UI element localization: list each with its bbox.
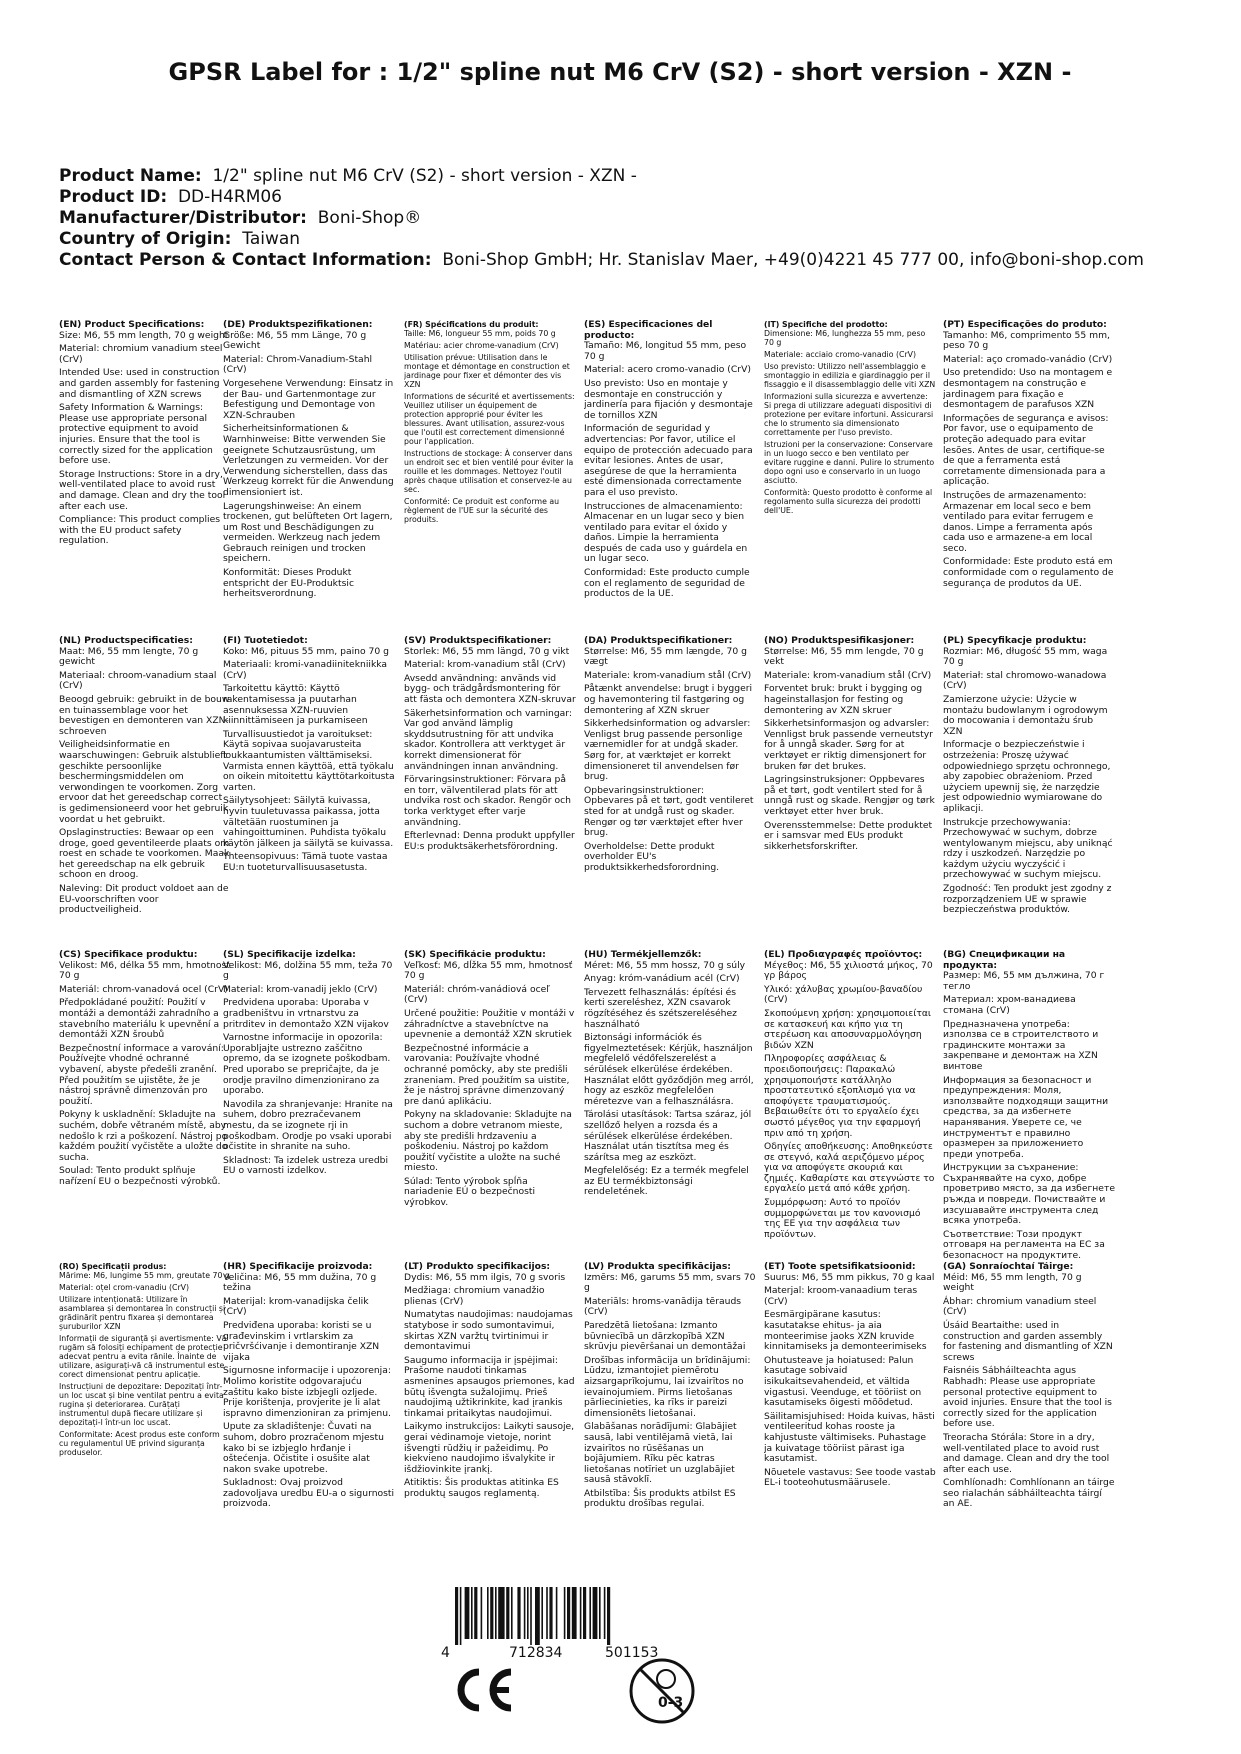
spec-paragraph: Größe: M6, 55 mm Länge, 70 g Gewicht — [223, 329, 367, 352]
spec-paragraph: Πληροφορίες ασφάλειας & προειδοποιήσεις: Παρακαλώ χρησιμοποιήστε κατάλληλο προστατευτικό εξοπλισμό για να αποφύγετε τραυματισμούς. Βεβαιωθείτε ότι το εργαλείο έχει σωστό μέγεθος για την εφαρμογή πριν από τη χρήση. — [764, 1053, 921, 1139]
spec-heading: (LT) Produkto specifikacijos: — [404, 1262, 551, 1272]
barcode-bar — [487, 1587, 489, 1639]
spec-heading: (LV) Produkta specifikācijas: — [584, 1262, 731, 1272]
spec-paragraph: Sikkerhetsinformasjon og advarsler: Vennligst bruk passende verneutstyr for å unngå skader. Sørg for at verktøyet er riktig dimensjonert for bruken før det brukes. — [764, 718, 933, 772]
spec-paragraph: Glabāšanas norādījumi: Glabājiet sausā, labi ventilējamā vietā, lai izvairītos no rūsēšanas un bojājumiem. Rīku pēc katras lietošanas notīriet un uzglabājiet sausā stāvoklī. — [584, 1421, 737, 1486]
spec-paragraph: Tamaño: M6, longitud 55 mm, peso 70 g — [584, 340, 747, 362]
spec-paragraph: Material: chromium vanadium steel (CrV) — [59, 343, 223, 365]
spec-paragraph: Compliance: This product complies with the EU product safety regulation. — [59, 514, 221, 547]
spec-paragraph: Bezpečnostní informace a varování: Používejte vhodné ochranné vybavení, abyste předešli zranění. Před použitím se ujistěte, že je nástroj správně dimenzován pro použití. — [59, 1042, 224, 1107]
spec-paragraph: Dydis: M6, 55 mm ilgis, 70 g svoris — [404, 1271, 566, 1283]
barcode-bar — [471, 1587, 473, 1639]
spec-paragraph: Atitiktis: Šis produktas atitinka ES produktų saugos reglamentą. — [404, 1477, 559, 1499]
spec-paragraph: Materiaal: chroom-vanadium staal (CrV) — [59, 669, 217, 692]
spec-paragraph: Материал: хром-ванадиева стомана (CrV) — [943, 994, 1076, 1016]
info-product-id: Product ID: DD-H4RM06 — [59, 187, 282, 207]
spec-paragraph: Avsedd användning: används vid bygg- och trädgårdsmontering för att fästa och demontera XZN-skruvar — [404, 672, 576, 705]
spec-paragraph: Velikost: M6, dolžina 55 mm, teža 70 g — [223, 959, 393, 982]
spec-paragraph: Mărime: M6, lungime 55 mm, greutate 70 g — [59, 1271, 230, 1280]
barcode-bar — [524, 1587, 526, 1639]
spec-heading: (NO) Produktspesifikasjoner: — [764, 636, 915, 646]
spec-heading: (EN) Product Specifications: — [59, 320, 205, 330]
barcode-bar — [556, 1587, 558, 1639]
spec-paragraph: Materijal: krom-vanadijska čelik (CrV) — [223, 1295, 369, 1318]
spec-heading: (PL) Specyfikacje produktu: — [943, 636, 1087, 646]
barcode — [441, 1587, 681, 1661]
spec-paragraph: Størrelse: M6, 55 mm lengde, 70 g vekt — [764, 645, 924, 668]
spec-section — [404, 950, 576, 1262]
spec-heading: (IT) Specifiche del prodotto: — [764, 320, 888, 329]
barcode-bar — [455, 1587, 458, 1645]
spec-paragraph: Material: oțel crom-vanadiu (CrV) — [59, 1283, 190, 1292]
barcode-bar — [498, 1587, 504, 1639]
spec-paragraph: Faisnéis Sábháilteachta agus Rabhadh: Please use appropriate personal protective equipment to avoid injuries. Ensure that the tool is correctly sized for the application before use. — [943, 1365, 1112, 1430]
spec-section — [404, 636, 576, 948]
spec-paragraph: Istruzioni per la conservazione: Conservare in un luogo secco e ben ventilato per evitare ruggine e danni. Pulire lo strumento dopo ogni uso e conservarlo in un luogo asciutto. — [764, 440, 935, 485]
barcode-bar — [460, 1587, 462, 1645]
spec-paragraph: Material: Chrom-Vanadium-Stahl (CrV) — [223, 353, 373, 376]
spec-heading: (BG) Спецификации на продукта: — [943, 950, 1066, 971]
spec-heading: (DA) Produktspecifikationer: — [584, 636, 733, 646]
spec-paragraph: Saugumo informacija ir įspėjimai: Prašome naudoti tinkamas asmenines apsaugos priemones, kad būtų išvengta sužalojimų. Prieš naudojimą užtikrinkite, kad įrankis tinkamai pritaikytas naudojimui. — [404, 1354, 575, 1419]
spec-section — [223, 320, 395, 632]
spec-paragraph: Yhteensopivuus: Tämä tuote vastaa EU:n tuoteturvallisuusasetusta. — [223, 851, 388, 873]
spec-paragraph: Efterlevnad: Denna produkt uppfyller EU:s produktsäkerhetsförordning. — [404, 830, 575, 852]
spec-paragraph: Izmērs: M6, garums 55 mm, svars 70 g — [584, 1271, 756, 1294]
spec-paragraph: Opbevaringsinstruktioner: Opbevares på et tørt, godt ventileret sted for at undgå rust og skader. Rengør og tør værktøjet efter hver brug. — [584, 784, 754, 839]
barcode-bar — [580, 1587, 582, 1639]
spec-section — [223, 1262, 395, 1562]
spec-paragraph: Съответствие: Този продукт отговаря на регламента на ЕС за безопасност на продуктите. — [943, 1228, 1105, 1262]
spec-heading: (HU) Termékjellemzők: — [584, 950, 702, 960]
spec-paragraph: Instrukcje przechowywania: Przechowywać w suchym, dobrze wentylowanym miejscu, aby uniknąć rdzy i uszkodzeń. Narzędzie po każdym użyciu wyczyścić i przechowywać w suchym miejscu. — [943, 816, 1113, 881]
barcode-digits-right: 501153 — [605, 1645, 659, 1661]
spec-paragraph: Ábhar: chromium vanadium steel (CrV) — [943, 1295, 1097, 1318]
page-title: GPSR Label for : 1/2" spline nut M6 CrV (S2) - short version - XZN - — [168, 58, 1072, 86]
spec-paragraph: Säkerhetsinformation och varningar: Var god använd lämplig skyddsutrustning för att undvika skador. Kontrollera att verktyget är korrekt dimensionerat för användningen innan användning. — [404, 707, 573, 772]
spec-section — [943, 950, 1115, 1262]
spec-paragraph: Tárolási utasítások: Tartsa száraz, jól szellőző helyen a rozsda és a sérülések elkerülése érdekében. Használat után tisztítsa meg és szárítsa meg az eszközt. — [584, 1109, 752, 1163]
spec-paragraph: Koko: M6, pituus 55 mm, paino 70 g — [223, 645, 389, 657]
spec-paragraph: Ohutusteave ja hoiatused: Palun kasutage sobivaid isikukaitsevahendeid, et vältida vigastusi. Veenduge, et tööriist on kasutamiseks õigesti mõõdetud. — [764, 1354, 922, 1409]
spec-paragraph: Materiale: krom-vanadium stål (CrV) — [584, 669, 752, 681]
barcode-bar — [572, 1587, 577, 1639]
spec-paragraph: Uso pretendido: Uso na montagem e desmontagem na construção e jardinagem para fixação e desmontagem de parafusos XZN — [943, 367, 1113, 411]
barcode-bar — [593, 1587, 598, 1639]
spec-section — [59, 950, 231, 1262]
spec-section — [59, 636, 231, 948]
spec-paragraph: Navodila za shranjevanje: Hranite na suhem, dobro prezračevanem mestu, da se izognete rji in poškodbam. Orodje po vsaki uporabi očistite in shranite na suho. — [223, 1098, 393, 1153]
spec-paragraph: Sukladnost: Ovaj proizvod zadovoljava uredbu EU-a o sigurnosti proizvoda. — [223, 1477, 395, 1510]
info-contact: Contact Person & Contact Information: Boni-Shop GmbH; Hr. Stanislav Maer, +49(0)4221 45 777 00, info@boni-shop.com — [59, 250, 1144, 270]
spec-paragraph: Tarkoitettu käyttö: Käyttö rakentamisessa ja puutarhan asennuksessa XZN-ruuvien kiinnittämiseen ja purkamiseen — [223, 683, 368, 727]
spec-heading: (ET) Toote spetsifikatsioonid: — [764, 1262, 916, 1272]
barcode-bar — [511, 1587, 513, 1639]
spec-paragraph: Информация за безопасност и предупреждения: Моля, използвайте подходящи защитни средства, за да избегнете наранявания. Уверете се, че инструментът е правилно оразмерен за приложението преди употреба. — [943, 1074, 1109, 1160]
spec-section — [764, 1262, 936, 1562]
spec-paragraph: Instrucțiuni de depozitare: Depozitați într-un loc uscat și bine ventilat pentru a evita rugina și deteriorarea. Curățați instrumentul după fiecare utilizare și depozitați-l într-un loc uscat. — [59, 1382, 224, 1427]
spec-paragraph: Dimensione: M6, lunghezza 55 mm, peso 70 g — [764, 329, 926, 347]
spec-paragraph: Naleving: Dit product voldoet aan de EU-voorschriften voor productveiligheid. — [59, 883, 229, 916]
barcode-bar — [546, 1587, 548, 1639]
spec-section — [223, 950, 395, 1262]
spec-heading: (FI) Tuotetiedot: — [223, 636, 308, 646]
spec-paragraph: Συμμόρφωση: Αυτό το προϊόν συμμορφώνεται με τον κανονισμό της ΕΕ για την ασφάλεια των προϊόντων. — [764, 1197, 921, 1240]
spec-paragraph: Méid: M6, 55 mm length, 70 g weight — [943, 1271, 1082, 1294]
spec-paragraph: Informazioni sulla sicurezza e avvertenze: Si prega di utilizzare adeguati dispositivi di protezione per evitare infortuni. Assicurarsi che lo strumento sia dimensionato correttamente per l'uso previsto. — [764, 392, 934, 437]
spec-paragraph: Veľkosť: M6, dĺžka 55 mm, hmotnosť 70 g — [404, 959, 573, 982]
spec-paragraph: Σκοπούμενη χρήση: χρησιμοποιείται σε κατασκευή και κήπο για τη στερέωση και αποσυναρμολόγηση βιδών XZN — [764, 1007, 932, 1051]
spec-section — [404, 320, 576, 632]
spec-paragraph: Säilitamisjuhised: Hoida kuivas, hästi ventileeritud kohas rooste ja kahjustuste vältimiseks. Puhastage ja kuivatage tööriist pärast iga kasutamist. — [764, 1410, 935, 1465]
spec-heading: (PT) Especificações do produto: — [943, 320, 1107, 330]
barcode-bar — [549, 1587, 552, 1639]
spec-paragraph: Material: acero cromo-vanadio (CrV) — [584, 364, 751, 376]
spec-section — [584, 950, 756, 1262]
spec-section — [764, 950, 936, 1262]
spec-paragraph: Soulad: Tento produkt splňuje nařízení EU o bezpečnosti výrobků. — [59, 1165, 221, 1187]
spec-paragraph: Sigurnosne informacije i upozorenja: Molimo koristite odgovarajuću zaštitu kako biste izbjegli ozljede. Prije korištenja, provjerite je li alat ispravno dimenzioniran za primjenu. — [223, 1365, 391, 1419]
spec-paragraph: Utilizare intenționată: Utilizare în asamblarea și demontarea în construcții și grădinărit pentru fixarea și demontarea șuruburilor XZN — [59, 1295, 226, 1331]
spec-heading: (RO) Specificații produs: — [59, 1262, 167, 1271]
spec-paragraph: Overholdelse: Dette produkt overholder EU's produktsikkerhedsforordning. — [584, 840, 720, 873]
spec-paragraph: Conformità: Questo prodotto è conforme al regolamento sulla sicurezza dei prodotti dell'UE. — [764, 488, 933, 515]
spec-paragraph: Matériau: acier chrome-vanadium (CrV) — [404, 341, 559, 350]
spec-paragraph: Předpokládané použití: Použití v montáži a demontáži zahradního a stavebního materiálu k upevnění a demontáži XZN šroubů — [59, 997, 220, 1041]
spec-paragraph: Storlek: M6, 55 mm längd, 70 g vikt — [404, 645, 570, 657]
spec-paragraph: Varnostne informacije in opozorila: Uporabljajte ustrezno zaščitno opremo, da se izognete poškodbam. Pred uporabo se prepričajte, da je orodje pravilno dimenzionirano za uporabo. — [223, 1032, 391, 1097]
spec-paragraph: Treoracha Stórála: Store in a dry, well-ventilated place to avoid rust and damage. Clean and dry the tool after each use. — [943, 1431, 1110, 1475]
spec-section — [943, 636, 1115, 948]
spec-paragraph: Skladnost: Ta izdelek ustreza uredbi EU o varnosti izdelkov. — [223, 1154, 389, 1177]
spec-paragraph: Súlad: Tento výrobok spĺňa nariadenie EÚ o bezpečnosti výrobkov. — [404, 1175, 536, 1209]
info-country: Country of Origin: Taiwan — [59, 229, 301, 249]
spec-paragraph: Opslaginstructies: Bewaar op een droge, goed geventileerde plaats om roest en schade te voorkomen. Maak het gereedschap na elk gebruik schoon en droog. — [59, 827, 230, 881]
spec-heading: (FR) Spécifications du produit: — [404, 320, 539, 329]
spec-paragraph: Numatytas naudojimas: naudojamas statybose ir sodo sumontavimui, skirtas XZN varžtų tvirtinimui ir demontavimui — [404, 1309, 573, 1353]
spec-paragraph: Informações de segurança e avisos: Por favor, use o equipamento de proteção adequado para evitar lesões. Antes de usar, certifique-se de que a ferramenta está corretamente dimensionada para a aplicação. — [943, 412, 1109, 488]
spec-paragraph: Megfelelőség: Ez a termék megfelel az EU termékbiztonsági rendeletének. — [584, 1165, 749, 1198]
spec-paragraph: Méret: M6, 55 mm hossz, 70 g súly — [584, 959, 746, 971]
barcode-bar — [474, 1587, 477, 1639]
spec-paragraph: Medžiaga: chromium vanadžio plienas (CrV) — [404, 1285, 545, 1307]
spec-section — [764, 636, 936, 948]
spec-paragraph: Pokyny k uskladnění: Skladujte na suchém, dobře větraném místě, aby nedošlo k rzi a poškození. Nástroj po každém použití vyčistěte a uložte do sucha. — [59, 1109, 228, 1163]
barcode-bar — [495, 1587, 497, 1639]
spec-section — [584, 636, 756, 948]
spec-paragraph: Beoogd gebruik: gebruikt in de bouw en tuinassemblage voor het bevestigen en demonteren van XZN-schroeven — [59, 693, 230, 737]
spec-paragraph: Material: aço cromado-vanádio (CrV) — [943, 353, 1113, 365]
spec-heading: (SV) Produktspecifikationer: — [404, 636, 552, 646]
spec-paragraph: Laikymo instrukcijos: Laikyti sausoje, gerai vėdinamoje vietoje, norint išvengti rūdžių ir pažeidimų. Po kiekvieno naudojimo išvalykite ir išdžiovinkite įrankį. — [404, 1421, 575, 1475]
spec-paragraph: Určené použitie: Použitie v montáži v záhradníctve a stavebníctve na upevnenie a demontáž XZN skrutiek — [404, 1007, 575, 1041]
spec-heading: (DE) Produktspezifikationen: — [223, 320, 373, 330]
spec-paragraph: Tamanho: M6, comprimento 55 mm, peso 70 g — [943, 329, 1110, 352]
spec-section — [764, 320, 936, 632]
spec-heading: (EL) Προδιαγραφές προϊόντος: — [764, 950, 923, 960]
spec-section — [584, 320, 756, 632]
spec-paragraph: Taille: M6, longueur 55 mm, poids 70 g — [404, 329, 556, 338]
spec-heading: (SL) Specifikacije izdelka: — [223, 950, 356, 960]
spec-paragraph: Maat: M6, 55 mm lengte, 70 g gewicht — [59, 645, 199, 668]
spec-paragraph: Οδηγίες αποθήκευσης: Αποθηκεύστε σε στεγνό, καλά αεριζόμενο μέρος για να αποφύγετε σκουριά και ζημιές. Καθαρίστε και στεγνώστε το εργαλείο μετά από κάθε χρήση. — [764, 1141, 935, 1195]
spec-paragraph: Uso previsto: Uso en montaje y desmontaje en construcción y jardinería para fijación y desmontaje de tornillos XZN — [584, 377, 753, 421]
spec-heading: (GA) Sonraíochtaí Táirge: — [943, 1262, 1074, 1272]
spec-paragraph: Turvallisuustiedot ja varoitukset: Käytä sopivaa suojavarusteita loukkaantumisten välttämiseksi. Varmista ennen käyttöä, että työkalu on oikein mitoitettu käyttötarkoitusta varten. — [223, 728, 395, 793]
barcode-bar — [599, 1587, 601, 1639]
spec-paragraph: Zamierzone użycie: Użycie w montażu budowlanym i ogrodowym do mocowania i demontażu śrub XZN — [943, 693, 1108, 737]
spec-paragraph: Materiál: chrom-vanadová ocel (CrV) — [59, 983, 228, 995]
spec-paragraph: Uso previsto: Utilizzo nell'assemblaggio e smontaggio in edilizia e giardinaggio per il fissaggio e il disassemblaggio delle viti XZN — [764, 362, 936, 389]
spec-paragraph: Informații de siguranță și avertismente: Vă rugăm să folosiți echipament de protecție adecvat pentru a evita rănile. Înainte de utilizare, asigurați-vă că instrumentul este corect dimensionat pentru aplicație. — [59, 1334, 227, 1379]
spec-paragraph: Material: krom-vanadium stål (CrV) — [404, 659, 566, 671]
spec-paragraph: Materiał: stal chromowo-wanadowa (CrV) — [943, 669, 1107, 692]
age-warning-icon — [628, 1657, 696, 1729]
spec-paragraph: Pokyny na skladovanie: Skladujte na suchom a dobre vetranom mieste, aby ste predišli hrdzaveniu a poškodeniu. Nástroj po každom použití vyčistite a uložte na suché miesto. — [404, 1109, 572, 1174]
spec-paragraph: Sicherheitsinformationen & Warnhinweise: Bitte verwenden Sie geeignete Schutzausrüstung, um Verletzungen zu vermeiden. Vor der Verwendung sicherstellen, dass das Werkzeug korrekt für die Anwendung dimensioniert ist. — [223, 423, 394, 498]
spec-paragraph: Velikost: M6, délka 55 mm, hmotnost 70 g — [59, 959, 230, 982]
spec-heading: (NL) Productspecificaties: — [59, 636, 193, 646]
barcode-bar — [604, 1587, 606, 1639]
spec-section — [59, 320, 231, 632]
barcode-bar — [535, 1587, 540, 1645]
spec-paragraph: Utilisation prévue: Utilisation dans le montage et démontage en construction et jardinage pour fixer et démonter des vis XZN — [404, 353, 570, 389]
info-manufacturer: Manufacturer/Distributor: Boni-Shop® — [59, 208, 422, 228]
barcode-bar — [527, 1587, 529, 1639]
spec-paragraph: Intended Use: used in construction and garden assembly for fastening and dismantling of XZN screws — [59, 367, 220, 400]
spec-paragraph: Lagerungshinweise: An einem trockenen, gut belüfteten Ort lagern, um Rost und Beschädigungen zu vermeiden. Werkzeug nach jedem Gebrauch reinigen und trocken speichern. — [223, 500, 393, 565]
spec-paragraph: Materiál: chróm-vanádiová oceľ (CrV) — [404, 983, 550, 1006]
spec-paragraph: Инструкции за съхранение: Съхранявайте на сухо, добре проветриво място, за да избегнете ръжда и повреди. Почиствайте и изсушавайте инструмента след всяка употреба. — [943, 1162, 1115, 1227]
spec-paragraph: Conformidade: Este produto está em conformidade com o regulamento de segurança de produtos da UE. — [943, 556, 1114, 589]
spec-paragraph: Υλικό: χάλυβας χρωμίου-βαναδίου (CrV) — [764, 983, 923, 1006]
spec-paragraph: Veličina: M6, 55 mm dužina, 70 g težina — [223, 1271, 377, 1294]
spec-paragraph: Sikkerhedsinformation og advarsler: Venligst brug passende personlige værnemidler for at undgå skader. Sørg for, at værktøjet er korrekt dimensioneret til anvendelsen før brug. — [584, 718, 751, 783]
info-product-name: Product Name: 1/2" spline nut M6 CrV (S2) - short version - XZN - — [59, 166, 637, 186]
spec-paragraph: Atbilstība: Šis produkts atbilst ES produktu drošības regulai. — [584, 1487, 736, 1510]
spec-paragraph: Vorgesehene Verwendung: Einsatz in der Bau- und Gartenmontage zur Befestigung und Demontage von XZN-Schrauben — [223, 377, 394, 421]
barcode-digits-left: 712834 — [509, 1645, 563, 1661]
spec-paragraph: Comhlíonadh: Comhlíonann an táirge seo rialachán sábháilteachta táirgí an AE. — [943, 1477, 1115, 1510]
barcode-bar — [481, 1587, 483, 1639]
spec-section — [59, 1262, 231, 1562]
spec-paragraph: Materiaali: kromi-vanadiinitekniikka (CrV) — [223, 659, 388, 681]
barcode-bar — [506, 1587, 509, 1639]
spec-paragraph: Zgodność: Ten produkt jest zgodny z rozporządzeniem UE w sprawie bezpieczeństwa produktów. — [943, 883, 1112, 916]
spec-paragraph: Eesmärgipärane kasutus: kasutatakse ehitus- ja aia monteerimise jaoks XZN kruvide kinnitamiseks ja demonteerimiseks — [764, 1309, 927, 1353]
spec-paragraph: Rozmiar: M6, długość 55 mm, waga 70 g — [943, 645, 1108, 668]
spec-paragraph: Storage Instructions: Store in a dry, well-ventilated place to avoid rust and damage. Clean and dry the tool after each use. — [59, 468, 226, 512]
spec-paragraph: Predvidena uporaba: Uporaba v gradbeništvu in vrtnarstvu za pritrditev in demontažo XZN vijakov — [223, 997, 389, 1030]
spec-section — [584, 1262, 756, 1562]
spec-paragraph: Instructions de stockage: À conserver dans un endroit sec et bien ventilé pour éviter la rouille et les dommages. Nettoyez l'outil après chaque utilisation et conservez-le au sec. — [404, 449, 574, 494]
age-warning-label: 0-3 — [658, 1695, 684, 1711]
spec-paragraph: Størrelse: M6, 55 mm længde, 70 g vægt — [584, 645, 747, 668]
barcode-bar — [564, 1587, 566, 1639]
spec-paragraph: Conformitate: Acest produs este conform cu regulamentul UE privind siguranța produselor. — [59, 1430, 220, 1457]
spec-paragraph: Veiligheidsinformatie en waarschuwingen: Gebruik alstublieft geschikte persoonlijke beschermingsmiddelen om verwondingen te voorkomen. Zorg ervoor dat het gereedschap correct is gedimensioneerd voor het gebruik voordat u het gebruikt. — [59, 739, 229, 825]
spec-heading: (HR) Specifikacije proizvoda: — [223, 1262, 373, 1272]
spec-section — [943, 1262, 1115, 1562]
spec-paragraph: Tervezett felhasználás: építési és kerti szereléshez, XZN csavarok rögzítéséhez és szétszereléséhez használható — [584, 986, 737, 1030]
product-info — [59, 166, 1144, 271]
spec-paragraph: Materiale: acciaio cromo-vanadio (CrV) — [764, 350, 917, 359]
barcode-bars — [441, 1587, 681, 1645]
spec-paragraph: Instruções de armazenamento: Armazenar em local seco e bem ventilado para evitar ferrugem e danos. Limpe a ferramenta após cada uso e armazene-a em local seco. — [943, 489, 1094, 554]
barcode-bar — [465, 1587, 470, 1639]
barcode-bar — [517, 1587, 520, 1639]
spec-paragraph: Conformidad: Este producto cumple con el reglamento de seguridad de productos de la UE. — [584, 567, 750, 600]
spec-paragraph: Información de seguridad y advertencias: Por favor, utilice el equipo de protección adecuado para evitar lesiones. Antes de usar, asegúrese de que la herramienta esté dimensionada correctamente para el uso previsto. — [584, 423, 753, 498]
spec-paragraph: Säilytysohjeet: Säilytä kuivassa, hyvin tuuletuvassa paikassa, jotta vältetään ruostuminen ja vahingoittuminen. Puhdista työkalu käytön jälkeen ja säilytä se kuivassa. — [223, 795, 394, 849]
barcode-bar — [490, 1587, 493, 1639]
barcode-bar — [589, 1587, 591, 1639]
barcode-bar — [583, 1587, 586, 1639]
spec-paragraph: Nõuetele vastavus: See toode vastab EL-i tooteohutusmäärusele. — [764, 1466, 936, 1489]
spec-paragraph: Materiale: krom-vanadium stål (CrV) — [764, 669, 932, 681]
spec-paragraph: Overensstemmelse: Dette produktet er i samsvar med EUs produkt sikkerhetsforskrifter. — [764, 819, 933, 852]
spec-paragraph: Informacje o bezpieczeństwie i ostrzeżenia: Proszę używać odpowiedniego sprzętu ochronnego, aby zapobiec obrażeniom. Przed użyciem upewnij się, że narzędzie jest odpowiednio wymiarowane do aplikacji. — [943, 739, 1111, 814]
spec-paragraph: Biztonsági információk és figyelmeztetések: Kérjük, használjon megfelelő védőfelszerelést a sérülések elkerülése érdekében. Használat előtt győződjön meg arról, hogy az eszköz megfelelően méretezve van a felhasználásra. — [584, 1032, 754, 1107]
barcode-bar — [567, 1587, 570, 1639]
spec-section — [404, 1262, 576, 1562]
spec-paragraph: Safety Information & Warnings: Please use appropriate personal protective equipment to avoid injuries. Ensure that the tool is correctly sized for the application before use. — [59, 402, 213, 467]
spec-paragraph: Forventet bruk: brukt i bygging og hageinstallasjon for festing og demontering av XZN skruer — [764, 683, 923, 716]
spec-paragraph: Instrucciones de almacenamiento: Almacenar en un lugar seco y bien ventilado para evitar el óxido y daños. Limpie la herramienta después de cada uso y guárdela en un lugar seco. — [584, 500, 748, 565]
spec-paragraph: Materjal: kroom-vanaadium teras (CrV) — [764, 1285, 918, 1307]
barcode-bar — [607, 1587, 610, 1645]
barcode-bar — [530, 1587, 532, 1645]
spec-heading: (SK) Špecifikácie produktu: — [404, 950, 546, 960]
spec-paragraph: Materiāls: hroms-vanādija tērauds (CrV) — [584, 1295, 742, 1318]
spec-paragraph: Anyag: króm-vanádium acél (CrV) — [584, 973, 740, 985]
spec-paragraph: Bezpečnostné informácie a varovania: Používajte vhodné ochranné pomôcky, aby ste predišli zraneniam. Pred použitím sa uistite, že je nástroj správne dimenzovaný pre danú aplikáciu. — [404, 1042, 570, 1107]
spec-paragraph: Lagringsinstruksjoner: Oppbevares på et tørt, godt ventilert sted for å unngå rust og skade. Rengjør og tørk verktøyet etter hver bruk. — [764, 774, 935, 817]
spec-paragraph: Material: krom-vanadij jeklo (CrV) — [223, 983, 378, 995]
spec-paragraph: Conformité: Ce produit est conforme au règlement de l'UE sur la sécurité des produits. — [404, 497, 560, 524]
barcode-bar — [541, 1587, 543, 1639]
ce-mark-icon — [453, 1668, 515, 1716]
spec-paragraph: Konformität: Dieses Produkt entspricht der EU-Produktsic herheitsverordnung. — [223, 567, 354, 600]
spec-paragraph: Predviđena uporaba: koristi se u građevinskim i vrtlarskim za pričvršćivanje i demontiranje XZN vijaka — [223, 1319, 380, 1363]
spec-heading: (ES) Especificaciones del producto: — [584, 320, 713, 341]
spec-paragraph: Μέγεθος: M6, 55 χιλιοστά μήκος, 70 γρ βάρος — [764, 959, 933, 982]
spec-paragraph: Förvaringsinstruktioner: Förvara på en torr, välventilerad plats för att undvika rost och skador. Rengör och torka verktyget efter varje användning. — [404, 774, 571, 828]
spec-paragraph: Предназначена употреба: използва се в строителството и градинските монтажи за закрепване и демонтаж на XZN винтове — [943, 1018, 1099, 1072]
spec-paragraph: Informations de sécurité et avertissements: Veuillez utiliser un équipement de protection approprié pour éviter les blessures. Avant utilisation, assurez-vous que l'outil est correctement dimensionné pour l'application. — [404, 392, 575, 446]
barcode-digit-first: 4 — [441, 1645, 450, 1661]
spec-paragraph: Suurus: M6, 55 mm pikkus, 70 g kaal — [764, 1271, 935, 1283]
spec-section — [223, 636, 395, 948]
spec-paragraph: Size: M6, 55 mm length, 70 g weight — [59, 329, 229, 341]
spec-section — [943, 320, 1115, 632]
spec-paragraph: Påtænkt anvendelse: brugt i byggeri og havemontering til fastgøring og demontering af XZN skruer — [584, 683, 753, 716]
spec-paragraph: Drošības informācija un brīdinājumi: Lūdzu, izmantojiet piemērotu aizsargaprīkojumu, lai izvairītos no ievainojumiem. Pirms lietošanas pārliecinieties, ka rīks ir pareizi dimensionēts lietošanai. — [584, 1354, 751, 1419]
spec-paragraph: Paredzētā lietošana: Izmanto būvniecībā un dārzkopībā XZN skrūvju pievēršanai un demontāžai — [584, 1319, 746, 1353]
spec-paragraph: Úsáid Beartaithe: used in construction and garden assembly for fastening and dismantling of XZN screws — [943, 1319, 1113, 1363]
spec-heading: (CS) Specifikace produktu: — [59, 950, 198, 960]
spec-paragraph: Размер: M6, 55 мм дължина, 70 г тегло — [943, 970, 1105, 992]
spec-paragraph: Upute za skladištenje: Čuvati na suhom, dobro prozračenom mjestu kako bi se izbjeglo hrđanje i oštećenja. Očistite i osušite alat nakon svake upotrebe. — [223, 1421, 384, 1475]
